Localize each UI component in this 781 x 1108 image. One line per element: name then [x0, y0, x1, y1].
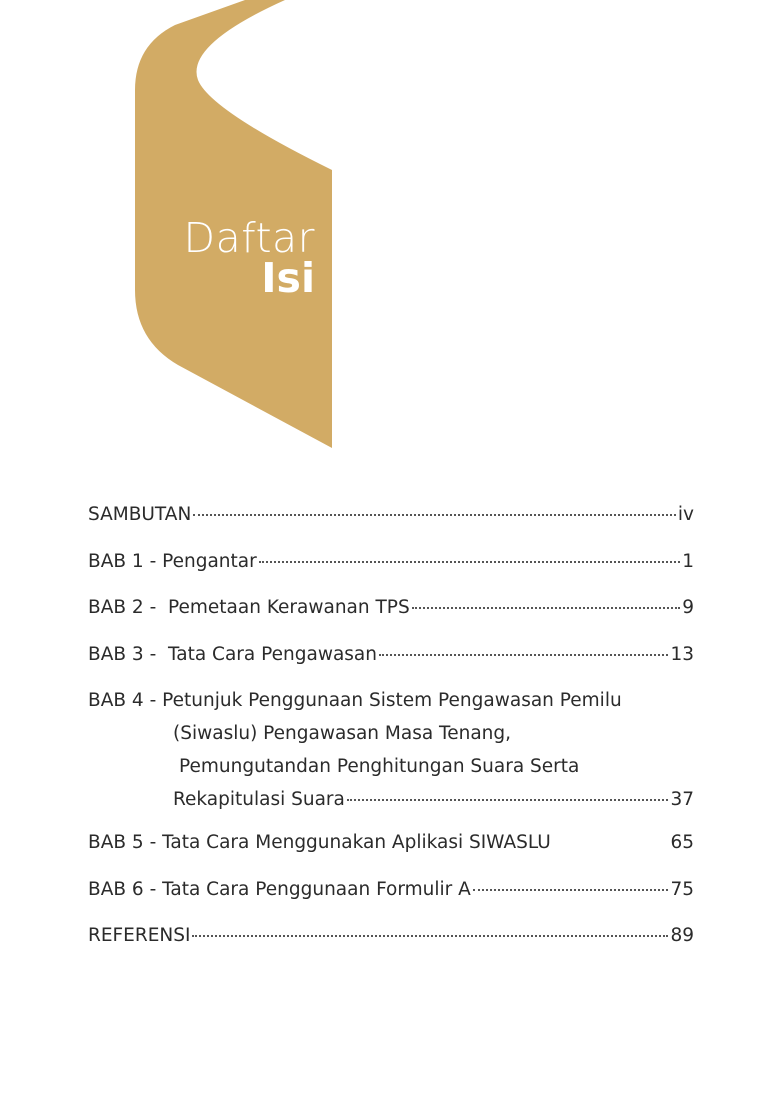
dot-leader: [473, 889, 669, 891]
toc-entry-last-line: [88, 789, 694, 822]
toc-entry-page: 1: [682, 550, 694, 572]
toc-entry-bab-2[interactable]: [88, 597, 694, 644]
toc-entry-page: 65: [670, 832, 694, 853]
dot-leader: [193, 514, 676, 516]
toc-entry-page: 89: [670, 925, 694, 946]
toc-entry-page: 9: [682, 597, 694, 618]
toc-entry-page: iv: [677, 504, 694, 525]
toc-entry-page: 37: [670, 789, 694, 810]
toc-entry-label: REFERENSI: [88, 925, 191, 946]
title-ribbon-shape: [0, 0, 781, 460]
toc-entry-referensi[interactable]: [88, 925, 694, 972]
toc-entry-page: 75: [670, 878, 694, 900]
toc-entry-page: 13: [670, 643, 694, 665]
page-title-light: Daftar: [183, 214, 315, 262]
dot-leader: [259, 561, 680, 563]
toc-entry-bab-4[interactable]: [88, 690, 694, 822]
dot-leader: [192, 935, 668, 937]
toc-entry-label: BAB 5 - Tata Cara Menggunakan Aplikasi SIWASLU: [88, 832, 551, 853]
toc-entry-label-line-3: Pemungutandan Penghitungan Suara Serta: [179, 756, 580, 777]
toc-entry-sambutan[interactable]: [88, 504, 694, 551]
toc-entry-label-line-2: (Siwaslu) Pengawasan Masa Tenang,: [173, 723, 512, 744]
dot-leader: [412, 607, 681, 609]
dot-leader: [347, 799, 669, 801]
toc-entry-label: BAB 2 - Pemetaan Kerawanan TPS: [88, 597, 410, 618]
toc-entry-label: BAB 4 - Petunjuk Penggunaan Sistem Pengawasan Pemilu: [88, 690, 622, 711]
toc-entry-bab-1[interactable]: [88, 551, 694, 598]
table-of-contents: [88, 504, 694, 972]
toc-entry-label: BAB 6 - Tata Cara Penggunaan Formulir A: [88, 878, 471, 900]
page-title-bold: Isi: [261, 254, 315, 302]
toc-entry-bab-6[interactable]: [88, 879, 694, 926]
toc-entry-label: SAMBUTAN: [88, 504, 192, 525]
toc-entry-bab-3[interactable]: [88, 644, 694, 691]
toc-entry-label: BAB 1 - Pengantar: [88, 550, 257, 572]
dot-leader: [379, 654, 668, 656]
toc-entry-label-line-4: Rekapitulasi Suara: [173, 789, 345, 810]
toc-entry-label: BAB 3 - Tata Cara Pengawasan: [88, 643, 377, 665]
toc-entry-bab-5[interactable]: [88, 832, 694, 879]
